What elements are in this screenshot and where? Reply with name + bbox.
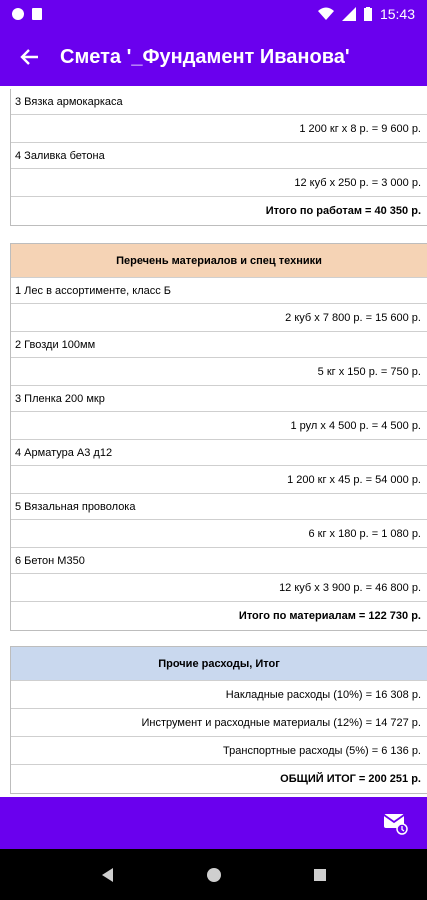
calc-row: 12 куб х 3 900 р. = 46 800 р. [11, 574, 427, 602]
grand-total: ОБЩИЙ ИТОГ = 200 251 р. [280, 773, 421, 785]
works-table [10, 89, 427, 226]
triangle-back-icon[interactable] [100, 867, 116, 883]
materials-header: Перечень материалов и спец техники [11, 244, 427, 278]
list-item: 3 Пленка 200 мкр [11, 386, 427, 412]
calc-row: 5 кг х 150 р. = 750 р. [11, 358, 427, 386]
list-item: 6 Бетон М350 [11, 548, 427, 574]
list-item: 1 Лес в ассортименте, класс Б [11, 278, 427, 304]
wifi-icon [318, 7, 334, 21]
list-item: 4 Арматура А3 д12 [11, 440, 427, 466]
send-email-button[interactable] [383, 811, 409, 835]
list-item: 2 Гвозди 100мм [11, 332, 427, 358]
signal-icon [342, 7, 356, 21]
estimate-content[interactable] [0, 86, 427, 797]
square-recent-icon[interactable] [312, 867, 328, 883]
list-item: 4 Заливка бетона [11, 143, 427, 169]
calc-row: 12 куб х 250 р. = 3 000 р. [11, 169, 427, 197]
calc-row: 1 200 кг х 8 р. = 9 600 р. [11, 115, 427, 143]
system-nav-bar [0, 849, 427, 900]
other-expenses-table [10, 646, 427, 794]
materials-total: Итого по материалам = 122 730 р. [238, 610, 421, 622]
works-total: Итого по работам = 40 350 р. [265, 205, 421, 217]
arrow-left-icon [20, 47, 40, 67]
calc-row: 6 кг х 180 р. = 1 080 р. [11, 520, 427, 548]
app-bar [0, 28, 427, 86]
calc-row: Инструмент и расходные материалы (12%) = 14 727 р. [11, 709, 427, 737]
calc-row: Накладные расходы (10%) = 16 308 р. [11, 681, 427, 709]
page-title: Смета '_Фундамент Иванова' [60, 45, 350, 68]
battery-icon [364, 7, 372, 21]
back-button[interactable] [0, 28, 60, 86]
calc-row: 1 рул х 4 500 р. = 4 500 р. [11, 412, 427, 440]
calc-row: 2 куб х 7 800 р. = 15 600 р. [11, 304, 427, 332]
materials-table [10, 243, 427, 631]
list-item: 3 Вязка армокаркаса [11, 89, 427, 115]
status-bar [0, 0, 427, 28]
mail-icon [383, 811, 409, 835]
status-time: 15:43 [379, 6, 415, 22]
circle-home-icon[interactable] [206, 867, 222, 883]
calc-row: 1 200 кг х 45 р. = 54 000 р. [11, 466, 427, 494]
sd-card-icon [32, 8, 42, 20]
bottom-bar [0, 797, 427, 849]
notification-dot-icon [12, 8, 24, 20]
calc-row: Транспортные расходы (5%) = 6 136 р. [11, 737, 427, 765]
other-header: Прочие расходы, Итог [11, 647, 427, 681]
list-item: 5 Вязальная проволока [11, 494, 427, 520]
